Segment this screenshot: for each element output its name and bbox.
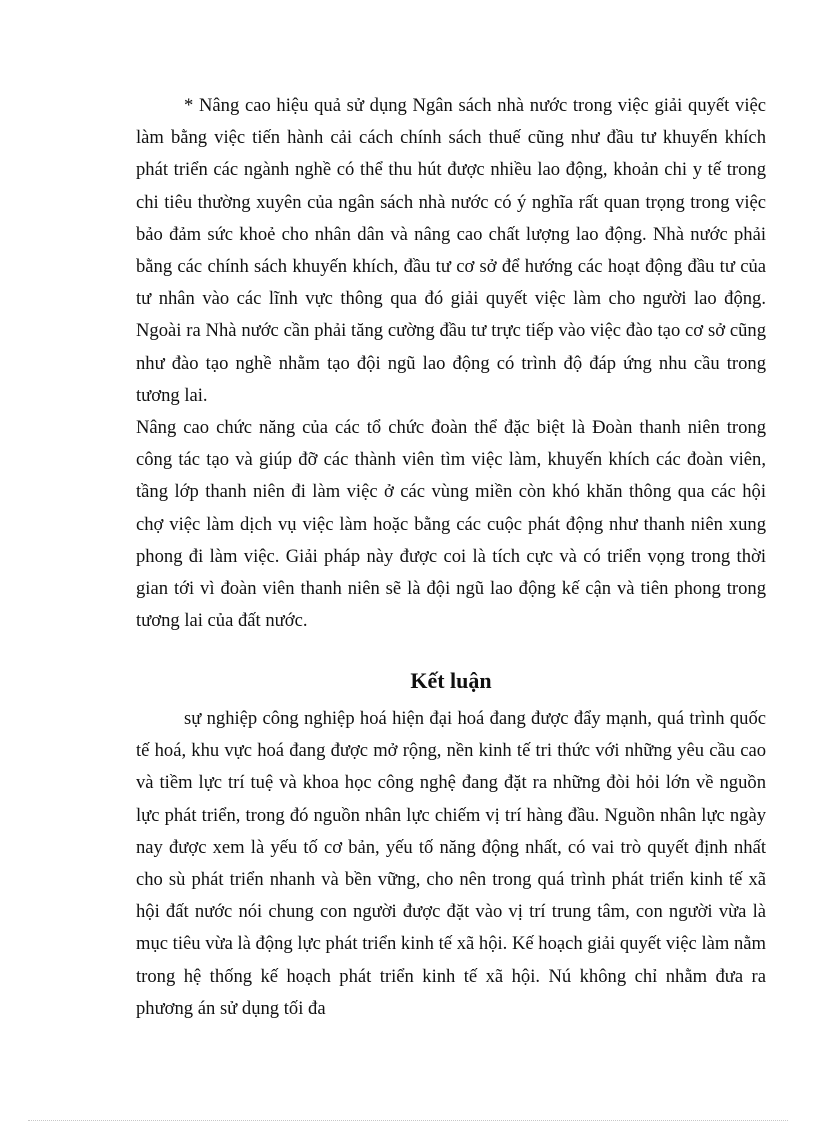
paragraph-budget-measures <box>136 90 766 412</box>
page-bottom-divider <box>28 1120 788 1121</box>
paragraph-conclusion <box>136 703 766 1025</box>
paragraph-text: * Nâng cao hiệu quả sử dụng Ngân sách nhà nước trong việc giải quyết việc làm bằng việc tiến hành cải cách chính sách thuế cũng như đầu tư khuyến khích phát triển các ngành nghề có thể thu hút được nhiều lao động, khoản chi y tế trong chi tiêu thường xuyên của ngân sách nhà nước có ý nghĩa rất quan trọng trong việc bảo đảm sức khoẻ cho nhân dân và nâng cao chất lượng lao động. Nhà nước phải bằng các chính sách khuyến khích, đầu tư cơ sở để hướng các hoạt động đầu tư của tư nhân vào các lĩnh vực thông qua đó giải quyết việc làm cho người lao động. Ngoài ra Nhà nước cần phải tăng cường đầu tư trực tiếp vào việc đào tạo cơ sở cũng như đào tạo nghề nhằm tạo đội ngũ lao động có trình độ đáp ứng nhu cầu trong tương lai. <box>136 95 766 406</box>
paragraph-text: sự nghiệp công nghiệp hoá hiện đại hoá đang được đẩy mạnh, quá trình quốc tế hoá, khu vực hoá đang được mở rộng, nền kinh tế tri thức với những yêu cầu cao và tiềm lực trí tuệ và khoa học công nghệ đang đặt ra những đòi hỏi lớn về nguồn lực phát triển, trong đó nguồn nhân lực chiếm vị trí hàng đầu. Nguồn nhân lực ngày nay được xem là yếu tố cơ bản, yếu tố năng động nhất, có vai trò quyết định nhất cho sù phát triển nhanh và bền vững, cho nên trong quá trình phát triển kinh tế xã hội đất nước nói chung con người được đặt vào vị trí trung tâm, con người vừa là mục tiêu vừa là động lực phát triển kinh tế xã hội. Kế hoạch giải quyết việc làm nằm trong hệ thống kế hoạch phát triển kinh tế xã hội. Nú không chỉ nhằm đưa ra phương án sử dụng tối đa <box>136 708 766 1019</box>
paragraph-youth-union <box>136 412 766 637</box>
conclusion-heading: Kết luận <box>410 668 492 693</box>
paragraph-text: Nâng cao chức năng của các tổ chức đoàn thể đặc biệt là Đoàn thanh niên trong công tác tạo và giúp đỡ các thành viên tìm việc làm, khuyến khích các đoàn viên, tầng lớp thanh niên đi làm việc ở các vùng miền còn khó khăn thông qua các hội chợ việc làm dịch vụ việc làm hoặc bằng các cuộc phát động như thanh niên xung phong đi làm việc. Giải pháp này được coi là tích cực và có triển vọng trong thời gian tới vì đoàn viên thanh niên sẽ là đội ngũ lao động kế cận và tiên phong trong tương lai của đất nước. <box>136 417 766 632</box>
